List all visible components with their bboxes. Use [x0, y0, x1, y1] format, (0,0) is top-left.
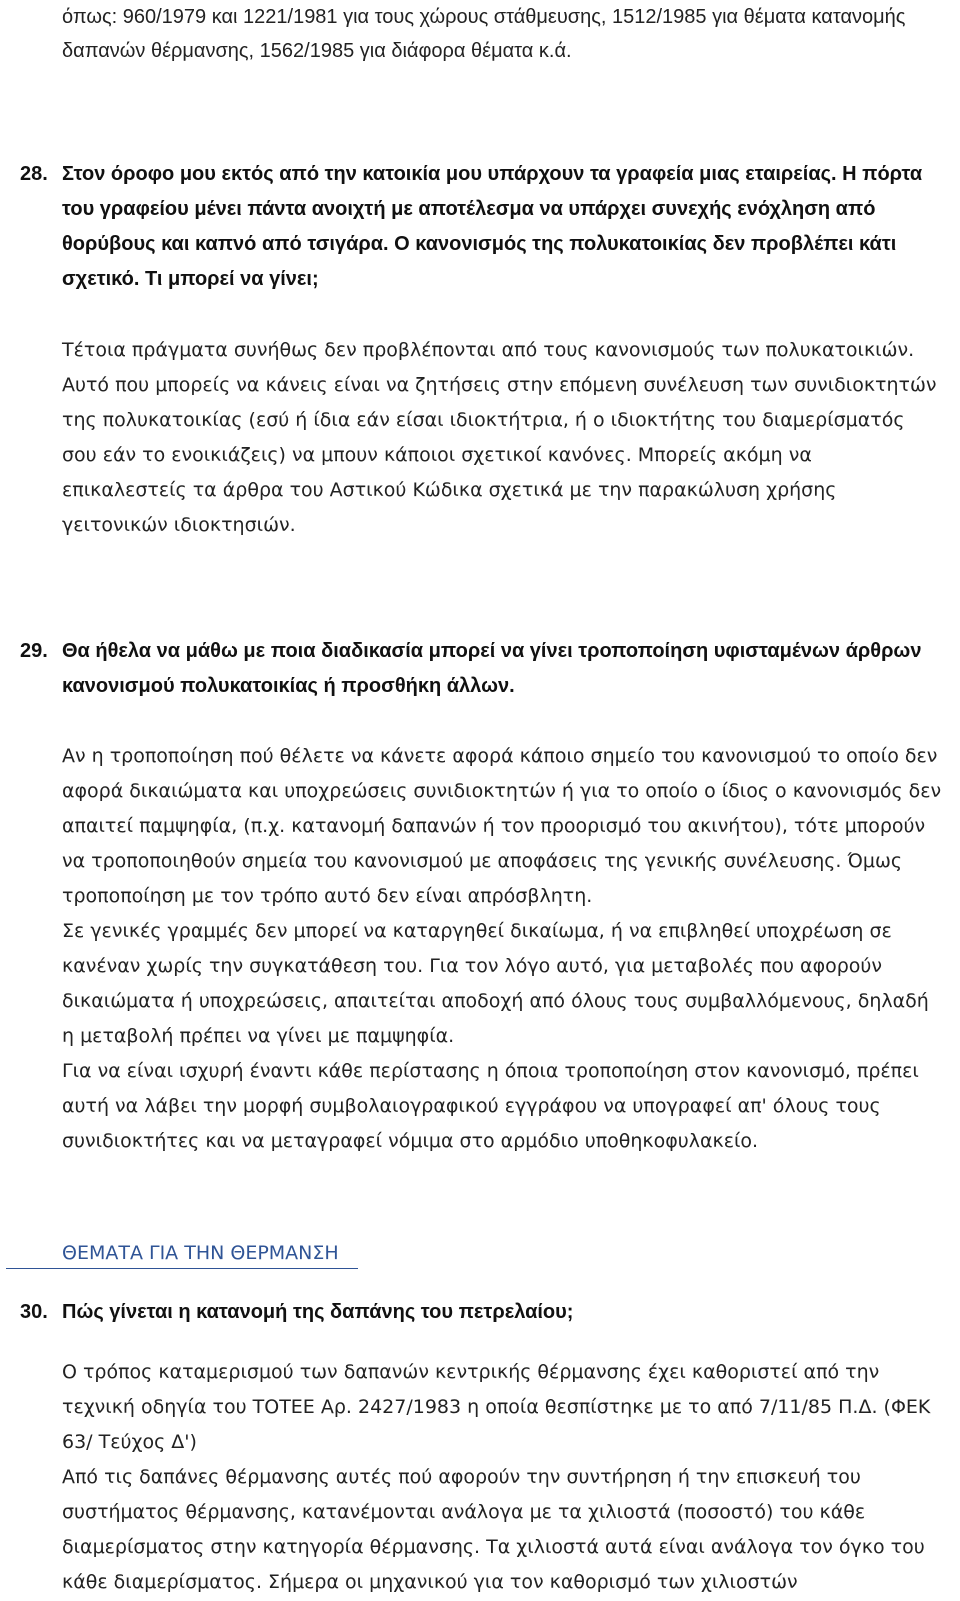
question-30	[20, 1295, 940, 1330]
question-number: 30.	[20, 1301, 48, 1323]
question-number: 29.	[20, 640, 48, 662]
answer-30	[62, 1355, 942, 1600]
answer-paragraph-3: Για να είναι ισχυρή έναντι κάθε περίστασης η όποια τροποποίηση στον κανονισμό, πρέπει αυτή να λάβει την μορφή συμβολαιογραφικού εγγράφου να υπογραφεί απ' όλους τους συνιδιοκτήτες και να μεταγραφεί νόμιμα στο αρμόδιο υποθηκοφυλακείο.	[62, 1060, 919, 1152]
answer-29	[62, 739, 942, 1159]
answer-paragraph: Τέτοια πράγματα συνήθως δεν προβλέπονται από τους κανονισμούς των πολυκατοικιών. Αυτό που μπορείς να κάνεις είναι να ζητήσεις στην επόμενη συνέλευση των συνιδιοκτητών της πολυκατοικίας (εσύ ή ίδια εάν είσαι ιδιοκτήτρια, ή ο ιδιοκτήτης του διαμερίσματός σου εάν το ενοικιάζεις) να μπουν κάποιοι σχετικοί κανόνες. Μπορείς ακόμη να επικαλεστείς τα άρθρα του Αστικού Κώδικα σχετικά με την παρακώλυση χρήσης γειτονικών ιδιοκτησιών.	[62, 339, 937, 536]
question-28	[20, 157, 940, 297]
intro-paragraph: όπως: 960/1979 και 1221/1981 για τους χώρους στάθμευσης, 1512/1985 για θέματα κατανομής δαπανών θέρμανσης, 1562/1985 για διάφορα θέματα κ.ά.	[62, 6, 906, 62]
question-text: Πώς γίνεται η κατανομή της δαπάνης του πετρελαίου;	[62, 1301, 574, 1323]
answer-28	[62, 333, 942, 543]
answer-paragraph-2: Από τις δαπάνες θέρμανσης αυτές πού αφορούν την συντήρηση ή την επισκευή του συστήματος θέρμανσης, κατανέμονται ανάλογα με τα χιλιοστά (ποσοστό) του κάθε διαμερίσματος στην κατηγορία θέρμανσης. Τα χιλιοστά αυτά είναι ανάλογα τον όγκο του κάθε διαμερίσματος. Σήμερα οι μηχανικού για τον καθορισμό των χιλιοστών	[62, 1466, 925, 1593]
question-text: Θα ήθελα να μάθω με ποια διαδικασία μπορεί να γίνει τροποποίηση υφισταμένων άρθρων κανονισμού πολυκατοικίας ή προσθήκη άλλων.	[62, 640, 922, 697]
question-text: Στον όροφο μου εκτός από την κατοικία μου υπάρχουν τα γραφεία μιας εταιρείας. Η πόρτα του γραφείου μένει πάντα ανοιχτή με αποτέλεσμα να υπάρχει συνεχής ενόχληση από θορύβους και καπνό από τσιγάρα. Ο κανονισμός της πολυκατοικίας δεν προβλέπει κάτι σχετικό. Τι μπορεί να γίνει;	[62, 163, 923, 290]
answer-paragraph-2: Σε γενικές γραμμές δεν μπορεί να καταργηθεί δικαίωμα, ή να επιβληθεί υποχρέωση σε κανέναν χωρίς την συγκατάθεση του. Για τον λόγο αυτό, για μεταβολές που αφορούν δικαιώματα ή υποχρεώσεις, απαιτείται αποδοχή από όλους τους συμβαλλόμενους, δηλαδή η μεταβολή πρέπει να γίνει με παμψηφία.	[62, 920, 929, 1047]
section-heading-heating[interactable]	[6, 1238, 358, 1269]
section-heading-label[interactable]: ΘΕΜΑΤΑ ΓΙΑ ΤΗΝ ΘΕΡΜΑΝΣΗ	[62, 1242, 339, 1264]
question-number: 28.	[20, 163, 48, 185]
answer-paragraph-1: Αν η τροποποίηση πού θέλετε να κάνετε αφορά κάποιο σημείο του κανονισμού το οποίο δεν αφορά δικαιώματα και υποχρεώσεις συνιδιοκτητών ή για το οποίο ο ίδιος ο κανονισμός δεν απαιτεί παμψηφία, (π.χ. κατανομή δαπανών ή τον προορισμό του ακινήτου), τότε μπορούν να τροποποιηθούν σημεία του κανονισμού με αποφάσεις της γενικής συνέλευσης. Όμως τροποποίηση με τον τρόπο αυτό δεν είναι απρόσβλητη.	[62, 745, 942, 907]
question-29	[20, 634, 940, 704]
answer-paragraph-1: Ο τρόπος καταμερισμού των δαπανών κεντρικής θέρμανσης έχει καθοριστεί από την τεχνική οδηγία του ΤΟΤΕΕ Αρ. 2427/1983 η οποία θεσπίστηκε με το από 7/11/85 Π.Δ. (ΦΕΚ 63/ Τεύχος Δ')	[62, 1361, 931, 1453]
